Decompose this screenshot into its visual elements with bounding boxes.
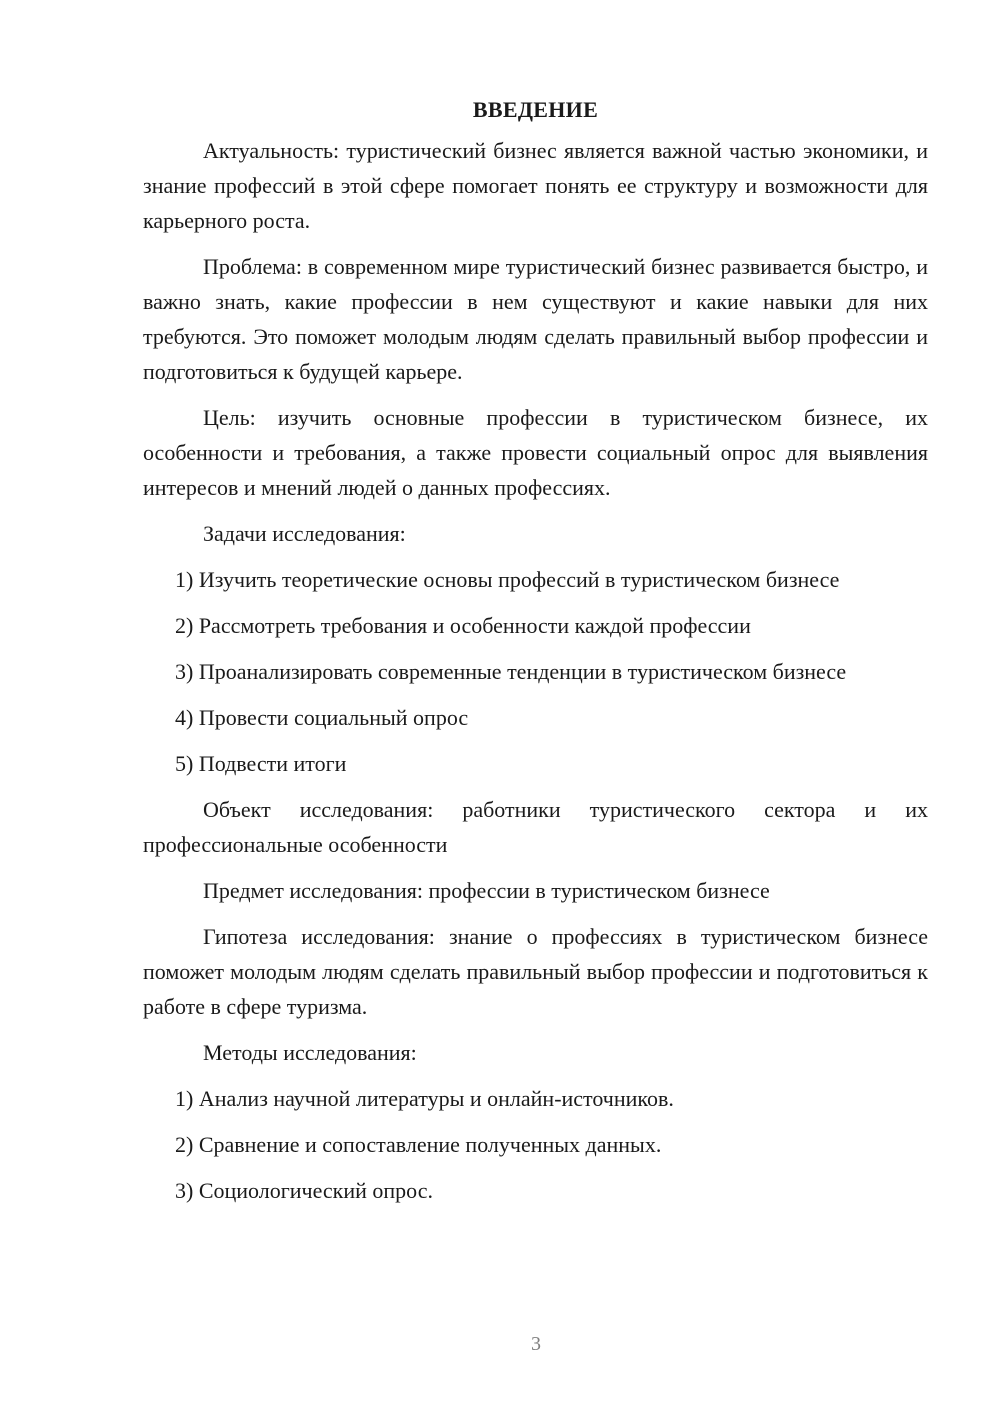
task-item: 3) Проанализировать современные тенденции в туристическом бизнесе [175, 659, 847, 684]
relevance-paragraph: Актуальность: туристический бизнес является важной частью экономики, и знание профессий в этой сфере помогает понять ее структуру и возможности для карьерного роста. [143, 138, 928, 233]
subject-paragraph: Предмет исследования: профессии в туристическом бизнесе [203, 878, 770, 903]
method-item: 1) Анализ научной литературы и онлайн-источников. [175, 1086, 674, 1111]
section-heading: ВВЕДЕНИЕ [472, 97, 599, 122]
task-item: 1) Изучить теоретические основы профессий в туристическом бизнесе [175, 567, 840, 592]
task-item: 4) Провести социальный опрос [175, 705, 469, 730]
methods-title: Методы исследования: [203, 1040, 417, 1065]
hypothesis-paragraph: Гипотеза исследования: знание о профессиях в туристическом бизнесе поможет молодым людям сделать правильный выбор профессии и подготовиться к работе в сфере туризма. [143, 924, 928, 1019]
method-item: 2) Сравнение и сопоставление полученных данных. [175, 1132, 662, 1157]
goal-paragraph: Цель: изучить основные профессии в туристическом бизнесе, их особенности и требования, а также провести социальный опрос для выявления интересов и мнений людей о данных профессиях. [143, 405, 928, 500]
page-content [143, 92, 928, 1219]
task-item: 2) Рассмотреть требования и особенности каждой профессии [175, 613, 751, 638]
method-item: 3) Социологический опрос. [175, 1178, 433, 1203]
task-item: 5) Подвести итоги [175, 751, 347, 776]
problem-paragraph: Проблема: в современном мире туристический бизнес развивается быстро, и важно знать, какие профессии в нем существуют и какие навыки для них требуются. Это поможет молодым людям сделать правильный выбор профессии и подготовиться к будущей карьере. [143, 254, 928, 384]
object-paragraph: Объект исследования: работники туристического сектора и их профессиональные особенности [143, 797, 928, 857]
tasks-title: Задачи исследования: [203, 521, 406, 546]
page-number: 3 [531, 1333, 541, 1355]
